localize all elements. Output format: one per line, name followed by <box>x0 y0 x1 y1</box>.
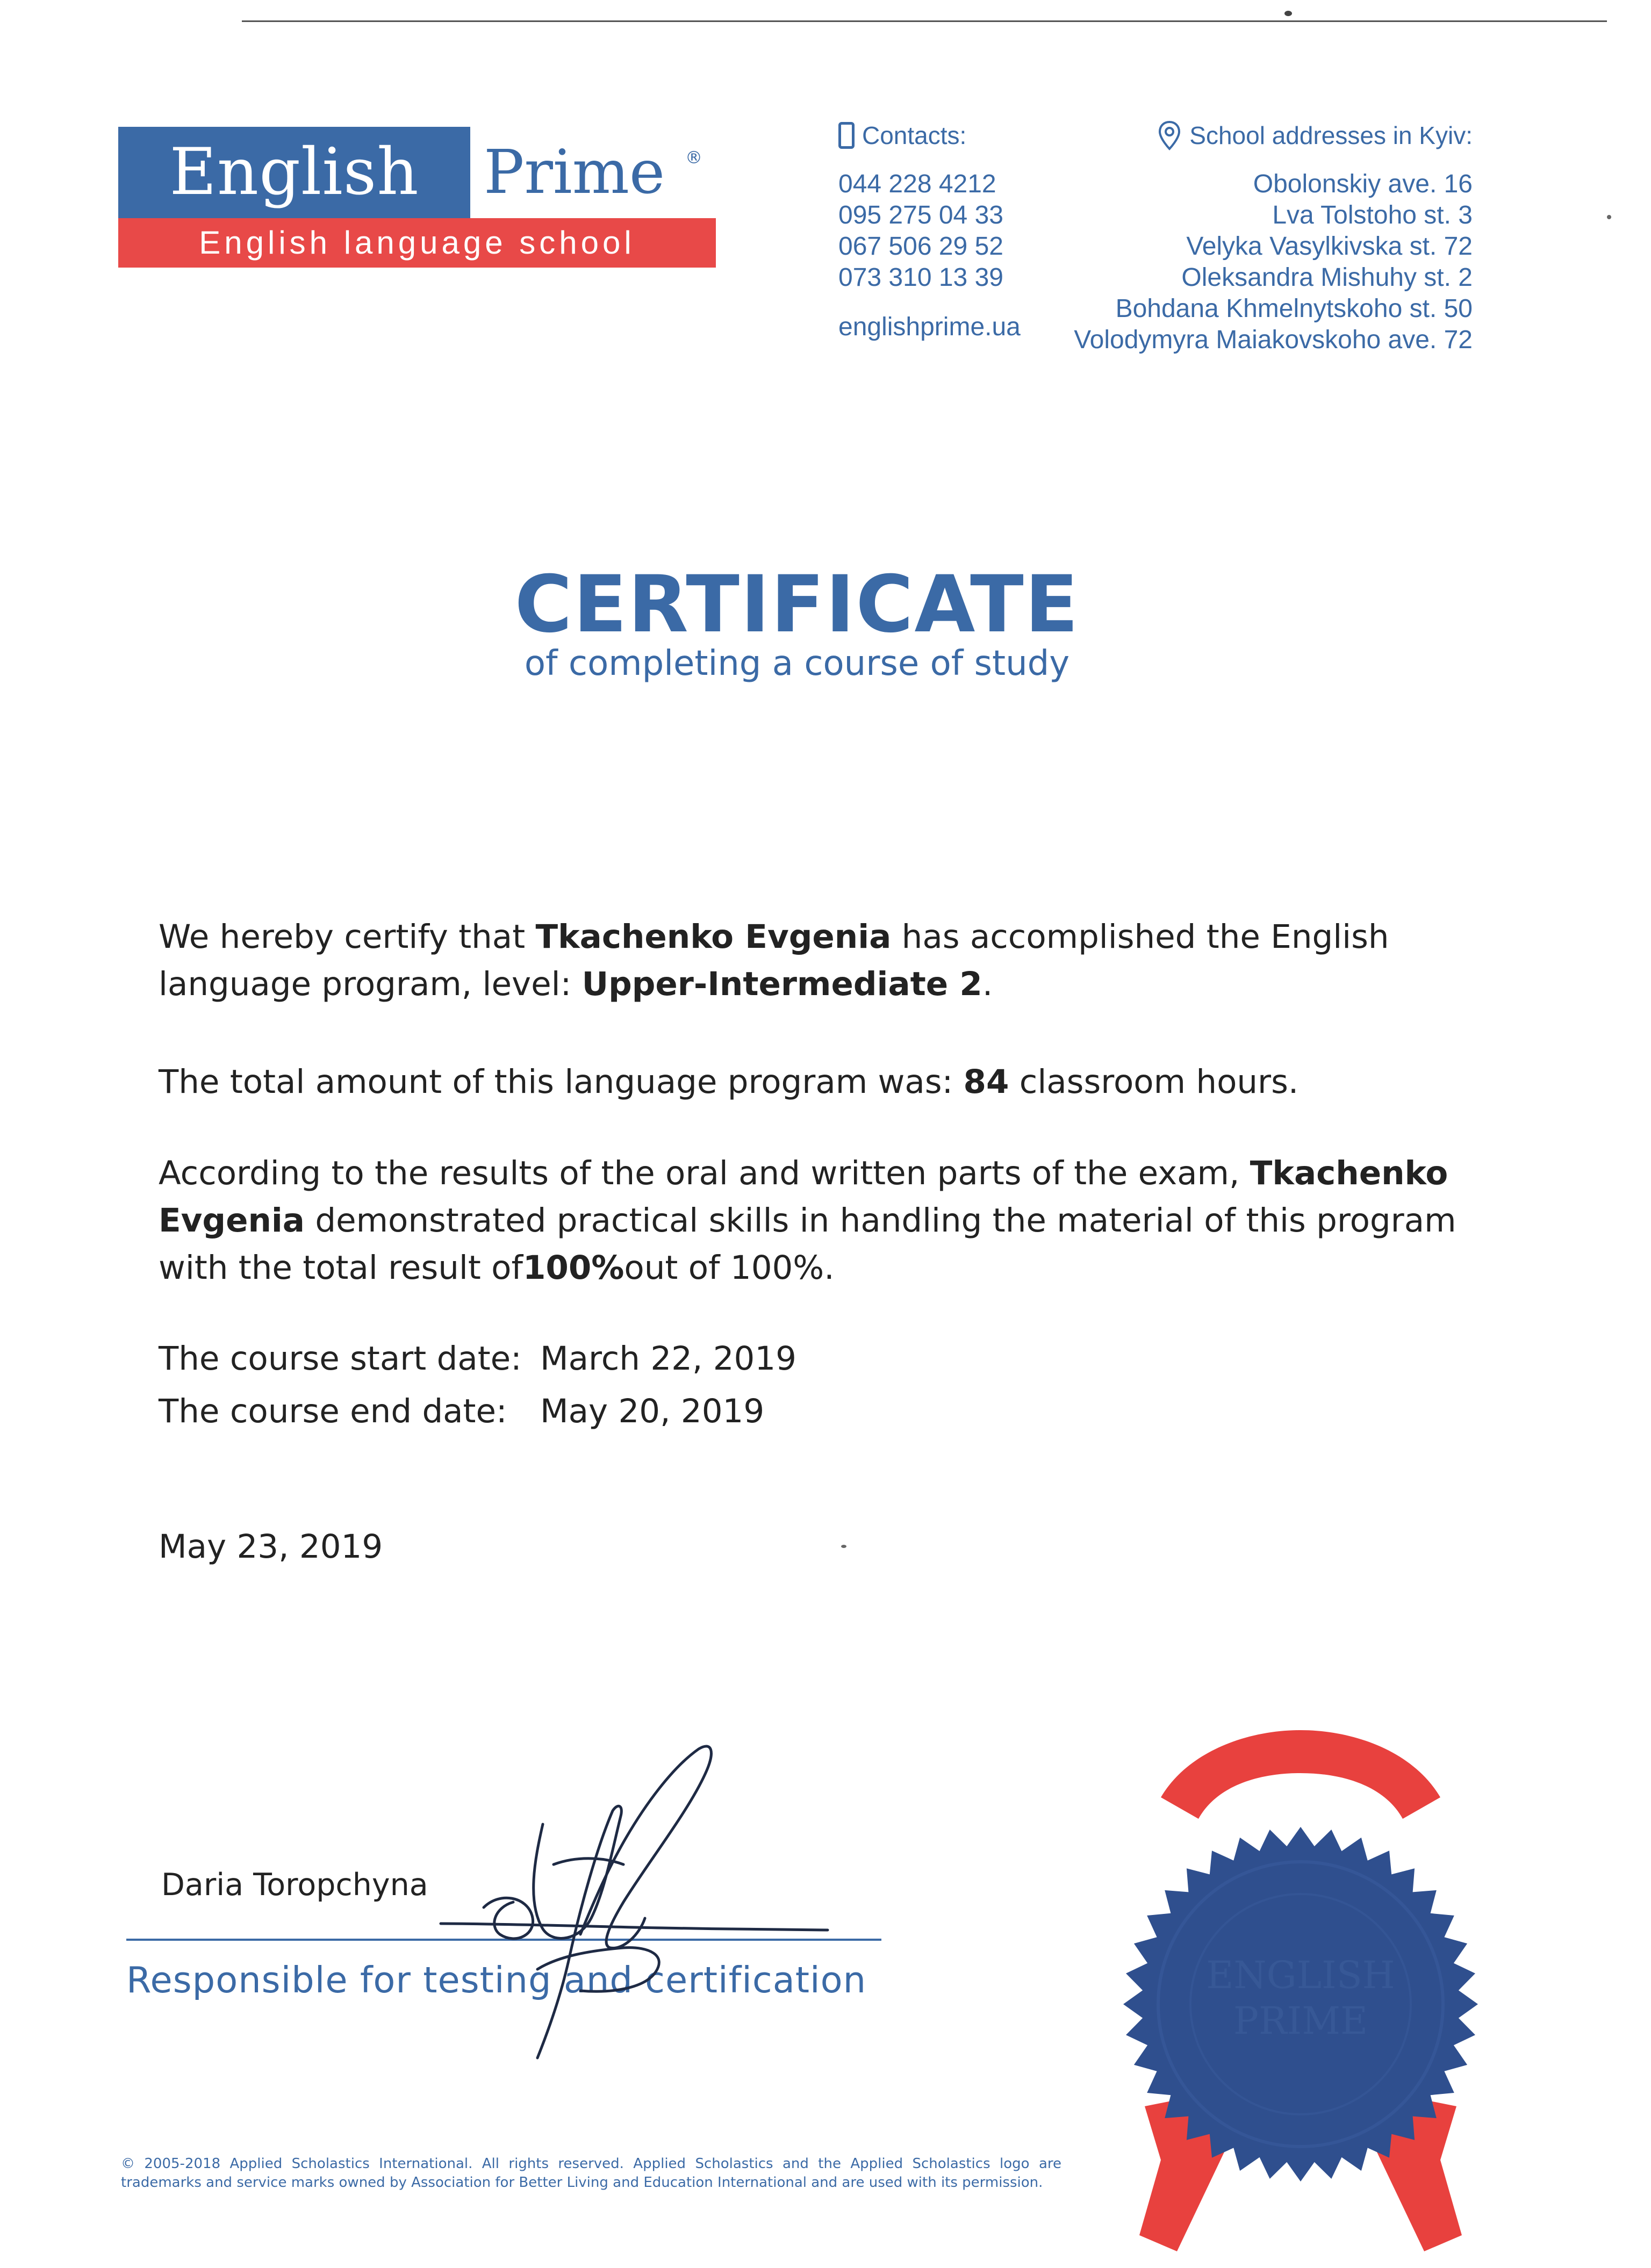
phone-number: 067 506 29 52 <box>838 232 1003 261</box>
end-date-row <box>159 1388 764 1435</box>
logo-word-prime: Prime <box>470 127 716 218</box>
seal-text-top: ENGLISH <box>1206 1953 1395 1997</box>
certificate-subtitle: of completing a course of study <box>524 644 1070 683</box>
statement-text: has accomplished the English language program, level: <box>159 918 1389 1003</box>
phone-number: 095 275 04 33 <box>838 201 1003 229</box>
student-name: Tkachenko Evgenia <box>535 918 892 956</box>
address-item: Velyka Vasylkivska st. 72 <box>1186 232 1473 261</box>
result-statement <box>159 1150 1465 1292</box>
phone-number: 044 228 4212 <box>838 170 996 198</box>
statement-text: According to the results of the oral and written parts of the exam, <box>159 1154 1250 1192</box>
start-date-value: March 22, 2019 <box>540 1340 796 1378</box>
statement-text: The total amount of this language program was: <box>159 1063 964 1101</box>
phone-number: 073 310 13 39 <box>838 263 1003 292</box>
scan-edge-line <box>242 20 1607 22</box>
statement-text: We hereby certify that <box>159 918 536 956</box>
phone-icon <box>838 122 855 149</box>
location-pin-icon <box>1157 120 1182 150</box>
end-date-value: May 20, 2019 <box>540 1392 765 1430</box>
scan-speck <box>1284 11 1292 16</box>
address-item: Lva Tolstoho st. 3 <box>1272 201 1473 229</box>
school-seal <box>1096 1719 1505 2257</box>
classroom-hours: 84 <box>963 1063 1009 1101</box>
copyright-footer: © 2005-2018 Applied Scholastics International. All rights reserved. Applied Scholastics and the Applied Scholastics logo are trademarks and service marks owned by Association for Better Living and Education International and are used with its permission. <box>121 2156 1061 2191</box>
website-link[interactable]: englishprime.ua <box>838 313 1021 341</box>
statement-text: . <box>982 965 993 1003</box>
handwritten-signature <box>419 1730 892 2079</box>
exam-result: 100% <box>522 1249 624 1287</box>
address-item: Bohdana Khmelnytskoho st. 50 <box>1115 294 1473 323</box>
program-level: Upper-Intermediate 2 <box>582 965 982 1003</box>
start-date-row <box>159 1335 796 1383</box>
signer-role: Responsible for testing and certification <box>126 1959 867 2001</box>
signer-name: Daria Toropchyna <box>161 1867 428 1903</box>
address-item: Obolonskiy ave. 16 <box>1253 170 1473 198</box>
scan-speck <box>841 1545 846 1548</box>
logo-tagline: English language school <box>118 218 716 268</box>
school-logo <box>118 127 716 268</box>
statement-text: demonstrated practical skills in handling the material of this program with the total result of <box>159 1201 1456 1287</box>
contacts-block <box>838 114 1053 343</box>
address-item: Oleksandra Mishuhy st. 2 <box>1181 263 1473 292</box>
issue-date: May 23, 2019 <box>159 1528 383 1566</box>
contacts-heading: Contacts: <box>862 121 967 149</box>
hours-statement <box>159 1059 1465 1106</box>
student-name: Tkachenko Evgenia <box>159 1154 1448 1240</box>
addresses-block <box>1032 114 1473 356</box>
logo-word-english: English <box>118 127 470 218</box>
start-date-label: The course start date: <box>159 1340 522 1378</box>
scan-speck <box>1607 215 1611 219</box>
registered-mark: ® <box>685 147 702 168</box>
seal-text-bottom: PRIME <box>1233 1999 1368 2043</box>
addresses-heading: School addresses in Kyiv: <box>1189 121 1473 149</box>
address-item: Volodymyra Maiakovskoho ave. 72 <box>1074 326 1473 354</box>
end-date-label: The course end date: <box>159 1392 507 1430</box>
certification-statement <box>159 913 1465 1008</box>
statement-text: out of 100%. <box>624 1249 835 1287</box>
certificate-title: CERTIFICATE <box>514 559 1080 650</box>
statement-text: classroom hours. <box>1009 1063 1299 1101</box>
